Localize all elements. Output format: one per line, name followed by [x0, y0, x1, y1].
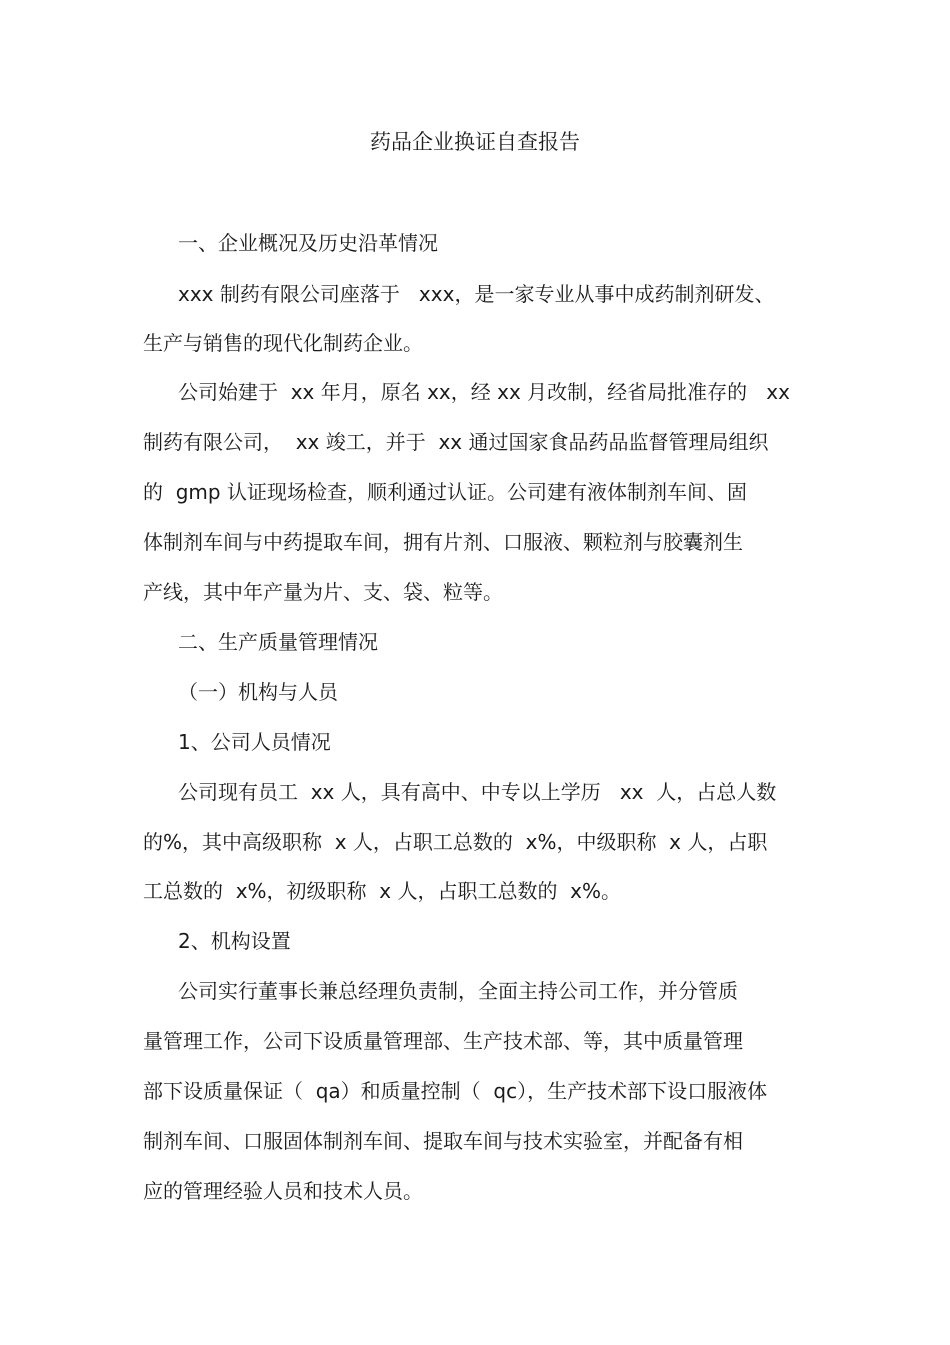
subsection-heading: 2、机构设置: [178, 929, 291, 953]
paragraph-line: 制剂车间、口服固体制剂车间、提取车间与技术实验室，并配备有相: [143, 1129, 743, 1153]
paragraph-line: 工总数的 x%，初级职称 x 人，占职工总数的 x%。: [143, 879, 622, 903]
paragraph-line: 体制剂车间与中药提取车间，拥有片剂、口服液、颗粒剂与胶囊剂生: [143, 530, 743, 554]
paragraph-line: 量管理工作，公司下设质量管理部、生产技术部、等，其中质量管理: [143, 1029, 743, 1053]
document-title: 药品企业换证自查报告: [370, 130, 580, 154]
subsection-heading: （一）机构与人员: [178, 680, 338, 704]
paragraph-line: 公司现有员工 xx 人，具有高中、中专以上学历 xx 人，占总人数: [178, 780, 777, 804]
paragraph-line: 应的管理经验人员和技术人员。: [143, 1179, 423, 1203]
paragraph-line: 产线，其中年产量为片、支、袋、粒等。: [143, 580, 503, 604]
section-heading: 一、企业概况及历史沿革情况: [178, 231, 438, 255]
paragraph-line: 的%，其中高级职称 x 人，占职工总数的 x%，中级职称 x 人，占职: [143, 830, 768, 854]
subsection-heading: 1、公司人员情况: [178, 730, 331, 754]
paragraph-line: 的 gmp 认证现场检查，顺利通过认证。公司建有液体制剂车间、固: [143, 480, 747, 504]
paragraph-line: 公司实行董事长兼总经理负责制，全面主持公司工作，并分管质: [178, 979, 738, 1003]
paragraph-line: xxx 制药有限公司座落于 xxx，是一家专业从事中成药制剂研发、: [178, 282, 775, 306]
section-heading: 二、生产质量管理情况: [178, 630, 378, 654]
paragraph-line: 部下设质量保证（ qa）和质量控制（ qc），生产技术部下设口服液体: [143, 1079, 768, 1103]
paragraph-line: 制药有限公司， xx 竣工，并于 xx 通过国家食品药品监督管理局组织: [143, 430, 769, 454]
paragraph-line: 生产与销售的现代化制药企业。: [143, 331, 423, 355]
paragraph-line: 公司始建于 xx 年月，原名 xx，经 xx 月改制，经省局批准存的 xx: [178, 380, 790, 404]
